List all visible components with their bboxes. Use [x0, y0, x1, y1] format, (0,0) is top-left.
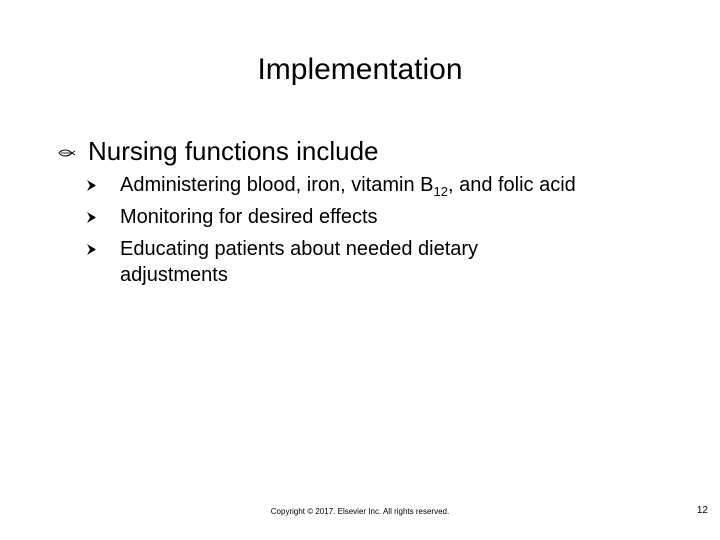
sub-bullet-text: Monitoring for desired effects	[120, 206, 378, 228]
arrow-bullet-icon	[86, 243, 97, 256]
subscript-text: 12	[433, 184, 448, 199]
page-number: 12	[696, 505, 708, 516]
main-bullet	[58, 134, 678, 168]
bullet-list	[58, 134, 678, 294]
sub-bullet-item	[120, 236, 590, 288]
sub-bullet-list	[58, 172, 678, 288]
sub-bullet-item	[120, 204, 590, 230]
sub-bullet-item	[120, 172, 590, 198]
copyright-footer: Copyright © 2017. Elsevier Inc. All rights reserved.	[270, 507, 450, 516]
sub-bullet-text-part: , and folic acid	[447, 174, 576, 196]
leaf-bullet-icon	[58, 148, 76, 158]
sub-bullet-text-part: Administering blood, iron, vitamin B	[120, 174, 434, 196]
slide-title: Implementation	[257, 53, 463, 86]
main-bullet-text: Nursing functions include	[88, 136, 379, 166]
sub-bullet-text: Educating patients about needed dietary adjustments	[120, 238, 479, 286]
arrow-bullet-icon	[86, 179, 97, 192]
arrow-bullet-icon	[86, 211, 97, 224]
